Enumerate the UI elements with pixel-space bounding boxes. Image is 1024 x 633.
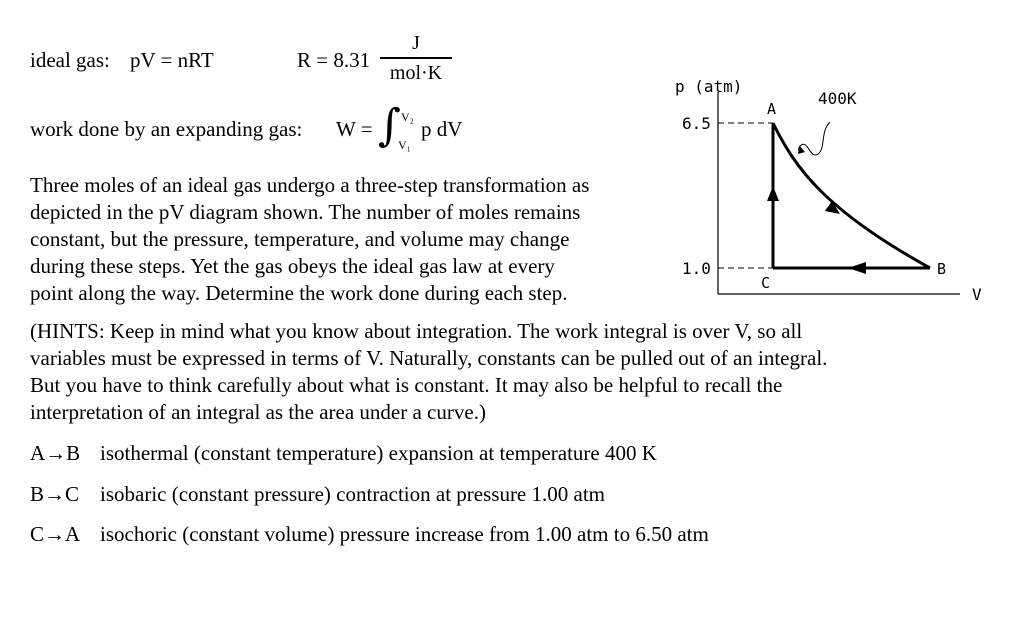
hint-line: variables must be expressed in terms of V. Naturally, constants can be pulled out of an integral. xyxy=(30,346,828,370)
integral-sign: ∫ xyxy=(378,100,401,151)
problem-line: Three moles of an ideal gas undergo a three-step transformation as xyxy=(30,173,590,197)
hint-line: (HINTS: Keep in mind what you know about integration. The work integral is over V, so all xyxy=(30,319,803,343)
step-description: isobaric (constant pressure) contraction at pressure 1.00 atm xyxy=(100,482,605,506)
x-axis-label: V xyxy=(972,285,982,304)
tick-label-low: 1.0 xyxy=(682,259,711,278)
ideal-gas-label: ideal gas: xyxy=(30,48,110,72)
step-c-to-a xyxy=(30,522,709,547)
ideal-gas-equation: pV = nRT xyxy=(130,48,214,72)
step-b-to-c xyxy=(30,482,605,507)
step-key: C→A xyxy=(30,522,81,546)
step-description: isochoric (constant volume) pressure increase from 1.00 atm to 6.50 atm xyxy=(100,522,709,546)
hint-line: interpretation of an integral as the area under a curve.) xyxy=(30,400,486,424)
isotherm-label: 400K xyxy=(818,89,857,108)
point-a-label: A xyxy=(767,100,777,118)
problem-line: during these steps. Yet the gas obeys the ideal gas law at every xyxy=(30,254,555,278)
step-key: A→B xyxy=(30,441,81,465)
point-c-label: C xyxy=(761,274,771,292)
upper-limit: V₂ xyxy=(401,110,414,124)
problem-line: point along the way. Determine the work done during each step. xyxy=(30,281,568,305)
fraction-bar xyxy=(380,57,452,59)
problem-line: constant, but the pressure, temperature, and volume may change xyxy=(30,227,570,251)
up-arrow-icon xyxy=(767,186,779,201)
step-a-to-b xyxy=(30,441,657,466)
point-b-label: B xyxy=(937,260,947,278)
hints-text xyxy=(30,318,827,426)
integrand: p dV xyxy=(421,117,463,141)
isotherm-curve xyxy=(773,123,930,268)
hint-line: But you have to think carefully about what is constant. It may also be helpful to recall the xyxy=(30,373,783,397)
work-label: work done by an expanding gas: xyxy=(30,117,303,141)
gas-constant-value: R = 8.31 xyxy=(297,48,371,72)
pv-diagram xyxy=(660,60,1000,310)
problem-text xyxy=(30,172,589,307)
step-description: isothermal (constant temperature) expansion at temperature 400 K xyxy=(100,441,657,465)
unit-numerator: J xyxy=(412,32,420,54)
work-lhs: W = xyxy=(336,117,373,141)
unit-denominator: mol·K xyxy=(389,61,443,84)
y-axis-label: p (atm) xyxy=(675,77,743,96)
gas-constant-unit xyxy=(380,32,452,84)
problem-line: depicted in the pV diagram shown. The number of moles remains xyxy=(30,200,581,224)
step-key: B→C xyxy=(30,482,80,506)
lower-limit: V₁ xyxy=(398,138,411,152)
left-arrow-icon xyxy=(848,262,866,274)
tick-label-high: 6.5 xyxy=(682,114,711,133)
